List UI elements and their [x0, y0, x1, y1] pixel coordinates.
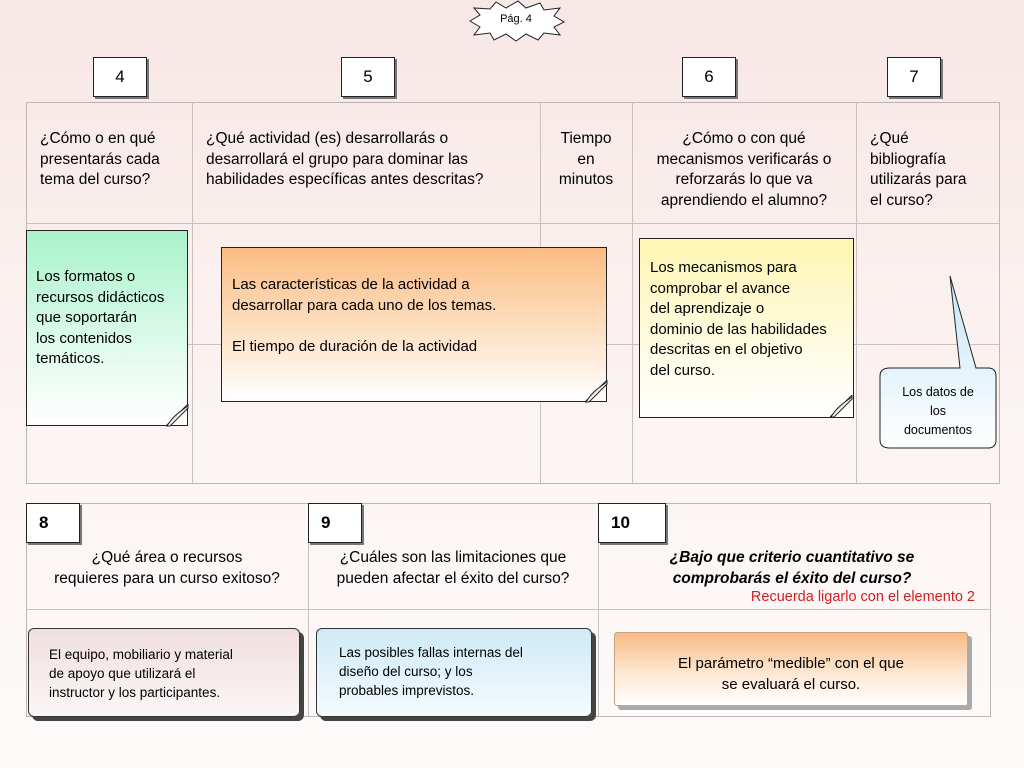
page-label-badge: [466, 0, 566, 42]
top-table-divider: [192, 102, 193, 483]
callout-text: Los datos de los documentos: [902, 385, 974, 437]
header-column-10: ¿Bajo que criterio cuantitativo se comprobarás el éxito del curso?: [669, 549, 915, 587]
note-formatos: Los formatos o recursos didácticos que soportarán los contenidos temáticos.: [26, 230, 188, 426]
column-number-10: 10: [598, 503, 666, 543]
column-number-7: 7: [887, 57, 941, 97]
bottom-table-row-line: [26, 609, 990, 610]
header-column-9: ¿Cuáles son las limitaciones que pueden afectar el éxito del curso?: [336, 549, 570, 587]
column-number-8: 8: [26, 503, 80, 543]
note-parametro: El parámetro “medible” con el que se evaluará el curso.: [614, 632, 968, 706]
column-number-9: 9: [308, 503, 362, 543]
top-table-row-line: [26, 223, 999, 224]
header-column-10-reminder: Recuerda ligarlo con el elemento 2: [750, 589, 975, 605]
header-column-4: ¿Cómo o en qué presentarás cada tema del curso?: [40, 130, 160, 188]
page-curl-icon: [585, 380, 609, 404]
top-table-divider: [856, 102, 857, 483]
header-column-5: ¿Qué actividad (es) desarrollarás o desarrollará el grupo para dominar las habilidades específicas antes descritas?: [206, 130, 484, 188]
column-number-4: 4: [93, 57, 147, 97]
page-label-text: Pág. 4: [500, 13, 532, 25]
header-column-6: ¿Cómo o con qué mecanismos verificarás o reforzarás lo que va aprendiendo el alumno?: [656, 130, 832, 209]
page-curl-icon: [830, 395, 854, 419]
header-column-7: ¿Qué bibliografía utilizarás para el curso?: [870, 130, 967, 209]
note-equipo: El equipo, mobiliario y material de apoyo que utilizará el instructor y los participantes.: [28, 628, 300, 717]
note-mecanismos: Los mecanismos para comprobar el avance del aprendizaje o dominio de las habilidades descritas en el objetivo del curso.: [639, 238, 854, 418]
page-curl-icon: [166, 404, 190, 428]
header-column-8: ¿Qué área o recursos requieres para un curso exitoso?: [54, 549, 280, 587]
note-fallas: Las posibles fallas internas del diseño del curso; y los probables imprevistos.: [316, 628, 592, 717]
column-number-6: 6: [682, 57, 736, 97]
header-tiempo: Tiempo en minutos: [558, 130, 614, 188]
column-number-5: 5: [341, 57, 395, 97]
note-actividad: Las características de la actividad a desarrollar para cada uno de los temas. El tiempo de duración de la actividad: [221, 247, 607, 402]
